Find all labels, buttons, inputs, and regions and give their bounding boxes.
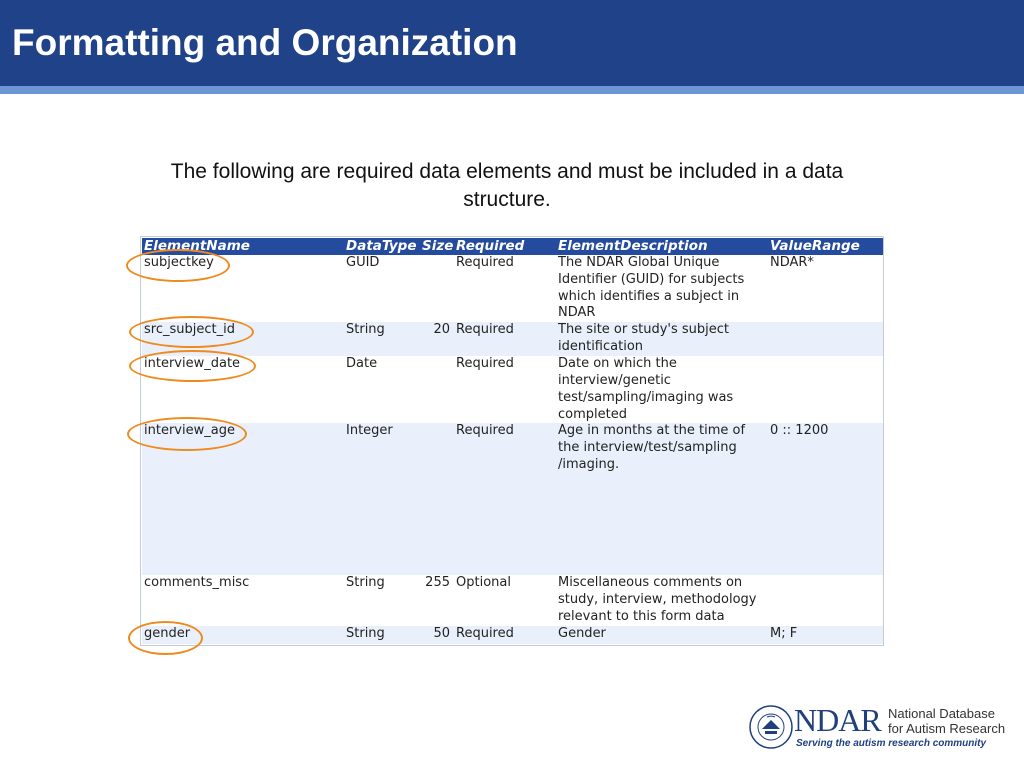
description-cell: Date on which the interview/genetic test/sampling/imaging was completed — [558, 356, 734, 422]
value-range-cell: M; F — [768, 626, 883, 644]
highlight-ring-interview-age — [127, 417, 247, 451]
required-cell: Optional — [456, 575, 511, 591]
size-cell — [420, 356, 454, 423]
intro-text: The following are required data elements and must be included in a data structure. — [170, 160, 844, 211]
ndar-logo — [748, 702, 1010, 758]
value-range-cell — [768, 575, 883, 626]
value-range-cell — [768, 322, 883, 356]
required-cell: Required — [454, 322, 556, 356]
data-type-cell: Integer — [344, 423, 420, 575]
nih-seal-icon — [748, 702, 794, 752]
table-row — [142, 423, 883, 575]
highlight-ring-gender — [128, 621, 203, 655]
size-cell — [420, 423, 454, 575]
table-row — [142, 322, 883, 356]
column-header: ElementName — [142, 238, 344, 255]
size-cell: 50 — [420, 626, 454, 644]
value-range-cell: NDAR* — [770, 255, 814, 270]
highlight-ring-src-subject-id — [129, 316, 254, 348]
column-header: DataType — [344, 238, 420, 255]
value-range-cell — [768, 356, 883, 423]
header-divider — [0, 86, 1024, 94]
size-cell: 20 — [420, 322, 454, 356]
data-structure-table — [142, 238, 883, 644]
required-cell: Required — [456, 356, 514, 372]
ndar-name-line-1: National Database — [888, 706, 995, 721]
column-header: ElementDescription — [556, 238, 768, 255]
table-row — [142, 255, 883, 322]
page-title: Formatting and Organization — [12, 22, 518, 63]
ndar-wordmark: NDAR — [794, 702, 881, 738]
ndar-name-line-2: for Autism Research — [888, 721, 1006, 736]
description-cell: Gender — [556, 626, 768, 644]
required-cell: Required — [454, 626, 556, 644]
title-bar — [0, 0, 1024, 86]
data-type-cell: Date — [346, 356, 378, 372]
size-cell — [420, 255, 454, 322]
table-header-row — [142, 238, 883, 255]
ndar-tagline: Serving the autism research community — [796, 738, 987, 749]
description-cell: Age in months at the time of the interview/test/sampling /imaging. — [556, 423, 768, 575]
element-name-cell: comments_misc — [144, 575, 250, 591]
table-row — [142, 575, 883, 626]
table-row — [142, 626, 883, 644]
element-name-cell: interview_age — [142, 423, 344, 575]
data-structure-table-frame — [140, 236, 884, 646]
column-header: Required — [454, 238, 556, 255]
required-cell: Required — [456, 255, 514, 270]
highlight-ring-interview-date — [129, 350, 256, 382]
column-header: Size — [422, 238, 454, 254]
element-name-cell: src_subject_id — [142, 322, 344, 356]
required-cell: Required — [454, 423, 556, 575]
data-type-cell: String — [344, 322, 420, 356]
element-name-cell: gender — [142, 626, 344, 644]
size-cell: 255 — [425, 575, 450, 591]
highlight-ring-subjectkey — [126, 249, 230, 282]
description-cell: The site or study's subject identification — [556, 322, 768, 356]
column-header: ValueRange — [768, 238, 883, 255]
element-name-cell: interview_date — [144, 356, 241, 372]
data-type-cell: String — [344, 626, 420, 644]
data-type-cell: GUID — [346, 255, 380, 270]
value-range-cell: 0 :: 1200 — [768, 423, 883, 575]
description-cell: The NDAR Global Unique Identifier (GUID) for subjects which identifies a subject in NDAR — [558, 255, 745, 321]
data-type-cell: String — [346, 575, 385, 591]
element-name-cell: subjectkey — [144, 255, 214, 270]
description-cell: Miscellaneous comments on study, interview, methodology relevant to this form data — [558, 575, 757, 624]
